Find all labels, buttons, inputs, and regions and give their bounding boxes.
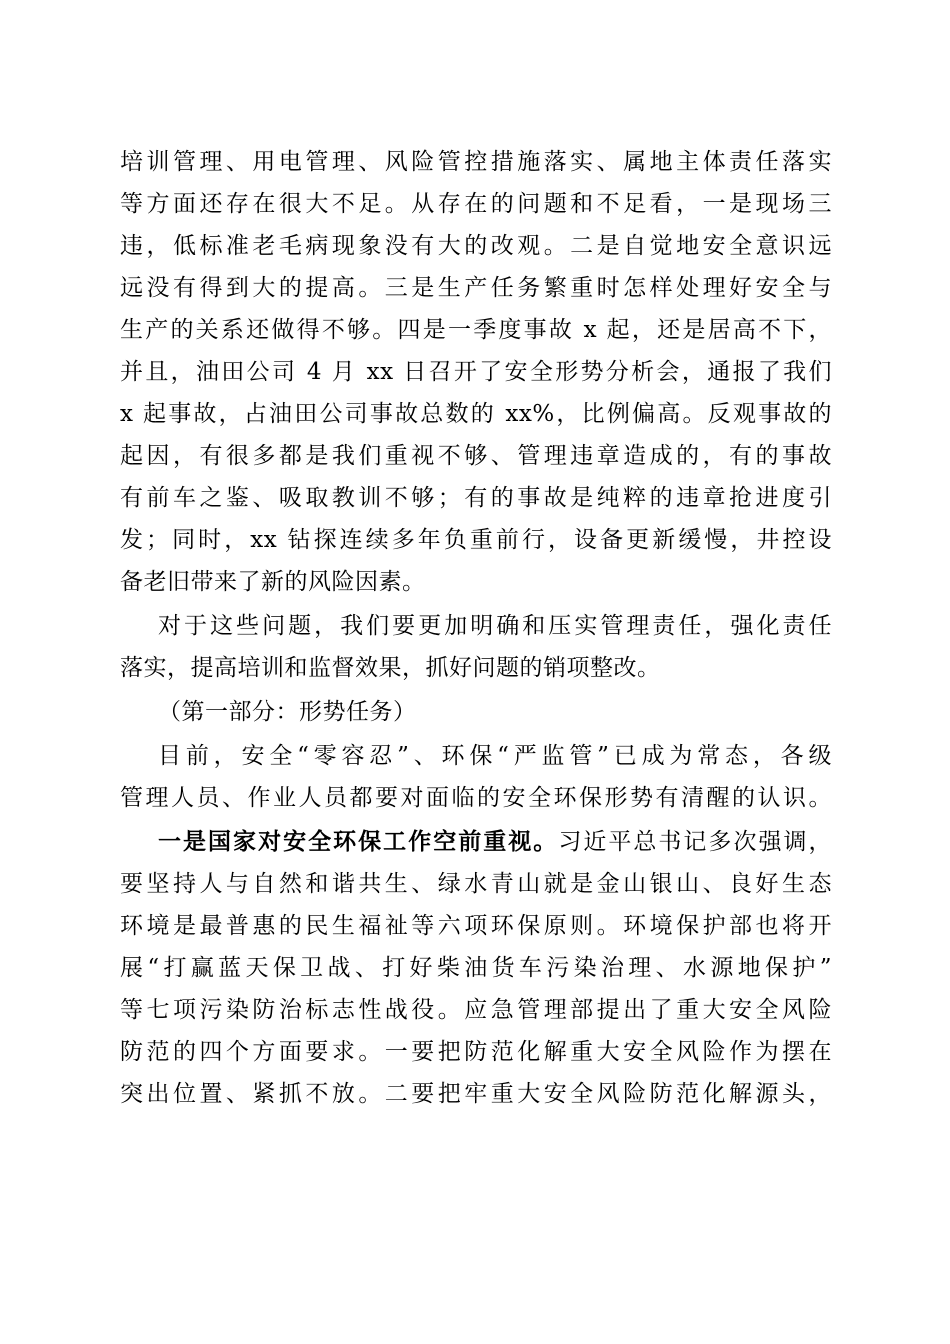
paragraph-4-lead-rest: 习近平总书记多次强调，	[558, 829, 833, 855]
paragraph-4-line-4: 展“打赢蓝天保卫战、打好柴油货车污染治理、水源地保护”	[120, 955, 832, 981]
paragraph-3-line-1: 目前，安全“零容忍”、环保“严监管”已成为常态，各级	[158, 743, 832, 769]
paragraph-1-line-3: 违，低标准老毛病现象没有大的改观。二是自觉地安全意识远	[120, 233, 832, 259]
paragraph-4-line-6: 防范的四个方面要求。一要把防范化解重大安全风险作为摆在	[120, 1039, 832, 1065]
paragraph-1-line-10: 发；同时，xx 钻探连续多年负重前行，设备更新缓慢，井控设	[120, 527, 832, 553]
paragraph-2-line-1: 对于这些问题，我们要更加明确和压实管理责任，强化责任	[158, 613, 832, 639]
paragraph-4-line-1	[158, 822, 832, 862]
paragraph-4-line-5: 等七项污染防治标志性战役。应急管理部提出了重大安全风险	[120, 997, 832, 1023]
paragraph-3-line-2: 管理人员、作业人员都要对面临的安全环保形势有清醒的认识。	[120, 785, 832, 811]
paragraph-1-line-1: 培训管理、用电管理、风险管控措施落实、属地主体责任落实	[120, 149, 832, 175]
paragraph-1-line-2: 等方面还存在很大不足。从存在的问题和不足看，一是现场三	[120, 191, 832, 217]
paragraph-1-line-4: 远没有得到大的提高。三是生产任务繁重时怎样处理好安全与	[120, 275, 832, 301]
paragraph-4-line-2: 要坚持人与自然和谐共生、绿水青山就是金山银山、良好生态	[120, 871, 832, 897]
paragraph-4-line-3: 环境是最普惠的民生福祉等六项环保原则。环境保护部也将开	[120, 913, 832, 939]
paragraph-1-line-11: 备老旧带来了新的风险因素。	[120, 569, 426, 595]
section-heading: （第一部分：形势任务）	[158, 699, 417, 725]
paragraph-1-line-7: x 起事故，占油田公司事故总数的 xx%，比例偏高。反观事故的	[120, 401, 832, 427]
paragraph-1-line-8: 起因，有很多都是我们重视不够、管理违章造成的，有的事故	[120, 443, 832, 469]
paragraph-4-line-7: 突出位置、紧抓不放。二要把牢重大安全风险防范化解源头，	[120, 1081, 832, 1107]
paragraph-2-line-2: 落实，提高培训和监督效果，抓好问题的销项整改。	[120, 655, 661, 681]
paragraph-1-line-6: 并且，油田公司 4 月 xx 日召开了安全形势分析会，通报了我们	[120, 359, 832, 385]
paragraph-1-line-5: 生产的关系还做得不够。四是一季度事故 x 起，还是居高不下，	[120, 317, 832, 343]
paragraph-4-lead-bold: 一是国家对安全环保工作空前重视。	[158, 828, 559, 855]
paragraph-1-line-9: 有前车之鉴、吸取教训不够；有的事故是纯粹的违章抢进度引	[120, 485, 832, 511]
